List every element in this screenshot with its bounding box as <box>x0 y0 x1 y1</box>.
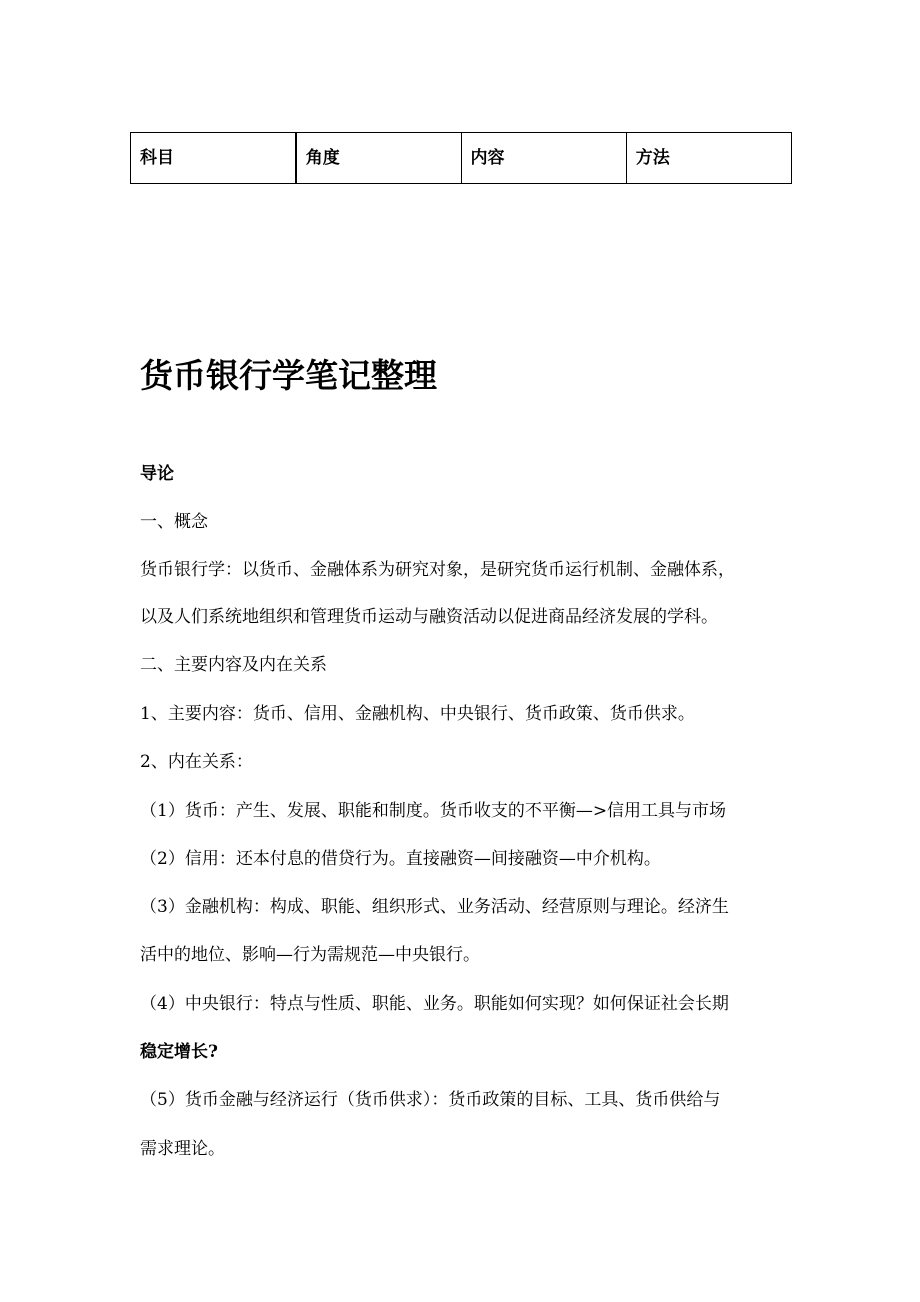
section-heading-main-content: 二、主要内容及内在关系 <box>140 655 327 675</box>
list-item: （4）中央银行：特点与性质、职能、业务。职能如何实现？如何保证社会长期 <box>140 994 729 1014</box>
list-item-continuation: 活中的地位、影响—行为需规范—中央银行。 <box>140 945 480 965</box>
list-item-continuation: 稳定增长? <box>140 1042 218 1062</box>
paragraph-line: 2、内在关系： <box>140 752 253 772</box>
paragraph-line: 以及人们系统地组织和管理货币运动与融资活动以促进商品经济发展的学科。 <box>140 607 718 627</box>
list-item: （2）信用：还本付息的借贷行为。直接融资—间接融资—中介机构。 <box>140 849 661 869</box>
list-item: （3）金融机构：构成、职能、组织形式、业务活动、经营原则与理论。经济生 <box>140 897 729 917</box>
table-header-cell-subject: 科目 <box>131 133 296 184</box>
list-item: （5）货币金融与经济运行（货币供求）：货币政策的目标、工具、货币供给与 <box>140 1090 721 1110</box>
subject-table <box>130 132 792 184</box>
table-header-cell-angle: 角度 <box>296 133 461 184</box>
document-title: 货币银行学笔记整理 <box>140 356 437 395</box>
table-header-cell-content: 内容 <box>461 133 626 184</box>
table-header-cell-method: 方法 <box>626 133 791 184</box>
list-item-continuation: 需求理论。 <box>140 1139 225 1159</box>
section-heading-introduction: 导论 <box>140 464 174 484</box>
table-header-row <box>131 133 792 184</box>
paragraph-line: 货币银行学：以货币、金融体系为研究对象，是研究货币运行机制、金融体系， <box>140 560 735 580</box>
list-item: （1）货币：产生、发展、职能和制度。货币收支的不平衡—>信用工具与市场 <box>140 801 727 821</box>
section-heading-concept: 一、概念 <box>140 512 208 532</box>
paragraph-line: 1、主要内容：货币、信用、金融机构、中央银行、货币政策、货币供求。 <box>140 704 695 724</box>
